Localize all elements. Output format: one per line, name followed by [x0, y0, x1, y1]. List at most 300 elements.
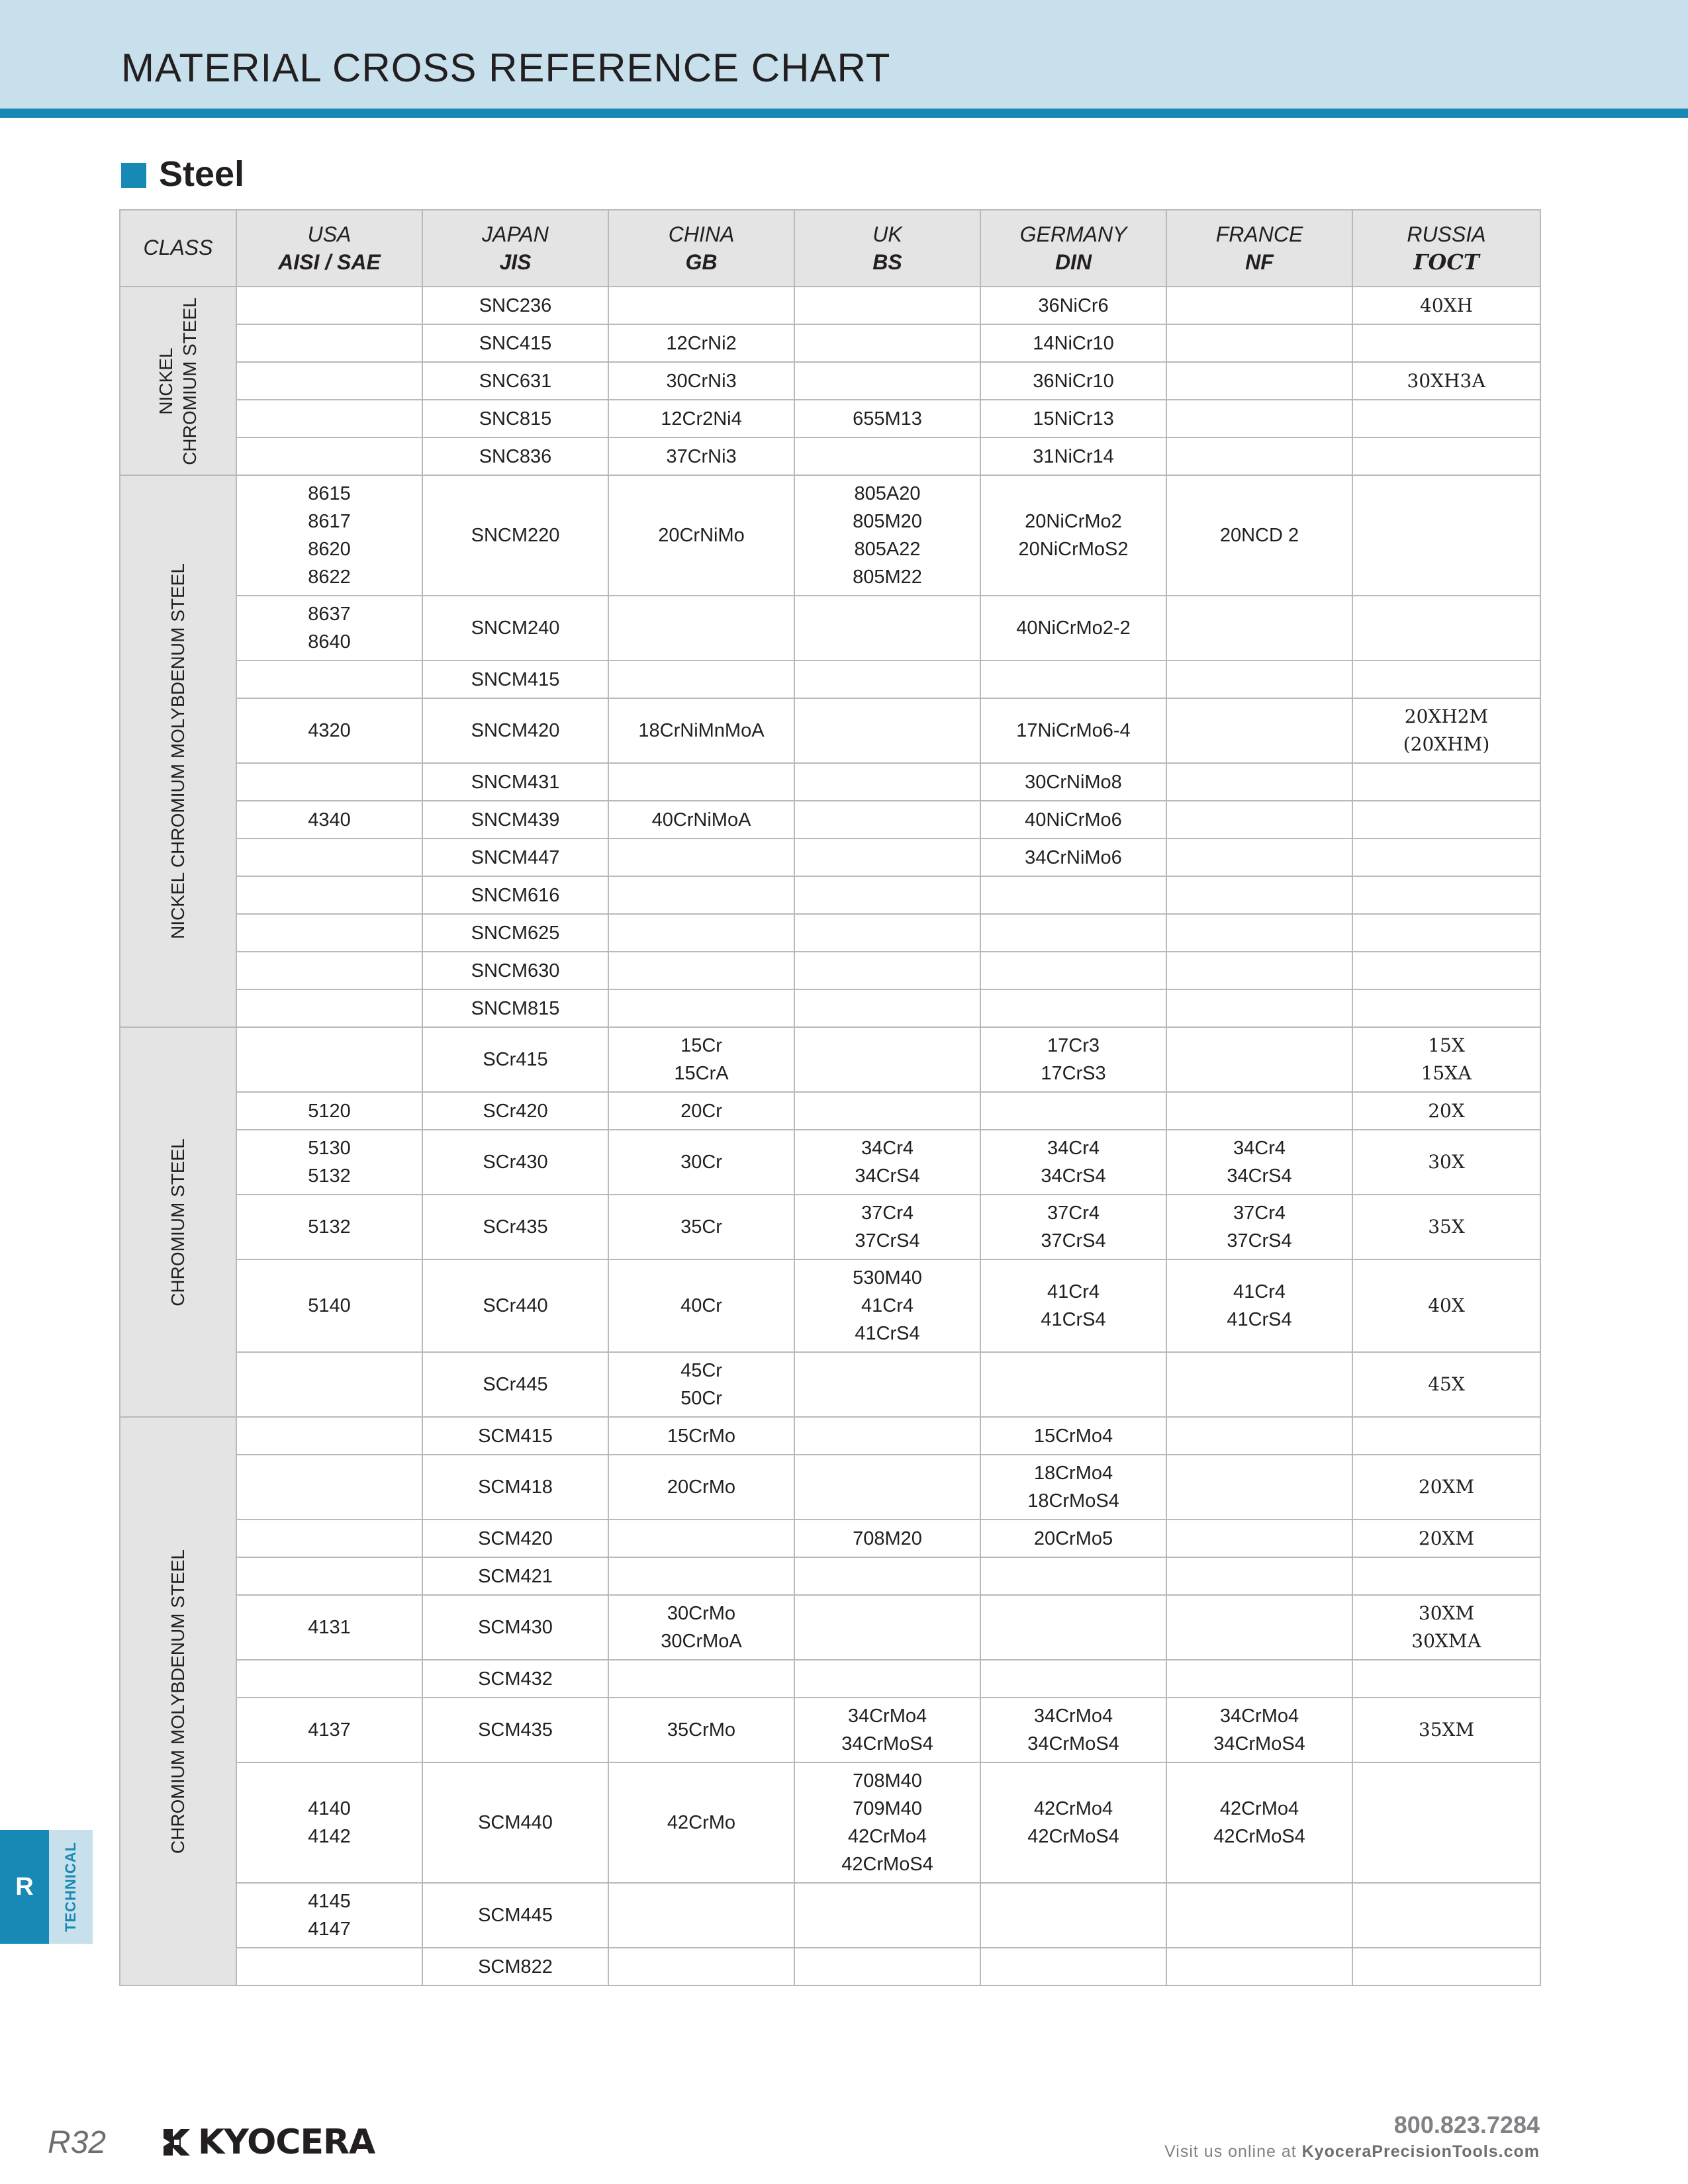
grade-designation: 20ХМ — [1418, 1476, 1475, 1498]
grade-designation: 30Cr — [680, 1152, 722, 1173]
grade-designation: 40Х — [1428, 1295, 1465, 1316]
japan-cell — [422, 698, 608, 763]
section-tab[interactable] — [0, 1830, 49, 1944]
france-cell — [1166, 1027, 1352, 1092]
uk-cell — [794, 1130, 980, 1195]
grade-designation: 30CrMo — [667, 1603, 736, 1624]
grade-designation: 34Cr4 — [861, 1138, 914, 1159]
germany-cell — [980, 989, 1166, 1027]
grade-designation: 30CrNiMo8 — [1025, 771, 1122, 793]
table-row — [120, 1660, 1540, 1698]
uk-cell — [794, 876, 980, 914]
grade-designation: SNC815 — [479, 408, 552, 430]
france-cell — [1166, 287, 1352, 324]
grade-designation: SNC631 — [479, 370, 552, 392]
country-column-header — [236, 210, 422, 287]
france-cell — [1166, 801, 1352, 839]
class-label: CHROMIUM STEEL — [167, 1138, 188, 1306]
table-row — [120, 1948, 1540, 1985]
usa-cell — [236, 952, 422, 989]
germany-cell — [980, 876, 1166, 914]
usa-cell — [236, 1352, 422, 1417]
country-name: RUSSIA — [1407, 222, 1486, 246]
japan-cell — [422, 1948, 608, 1985]
germany-cell — [980, 698, 1166, 763]
usa-cell — [236, 989, 422, 1027]
grade-designation: 37CrS4 — [1227, 1230, 1292, 1251]
grade-designation: 17Cr3 — [1047, 1035, 1100, 1056]
france-cell — [1166, 1762, 1352, 1883]
japan-cell — [422, 876, 608, 914]
standard-name: AISI / SAE — [278, 250, 381, 274]
germany-cell — [980, 596, 1166, 660]
technical-tab[interactable] — [49, 1830, 93, 1944]
grade-designation: 18CrMo4 — [1033, 1463, 1113, 1484]
table-row — [120, 1557, 1540, 1595]
grade-designation: 37CrS4 — [1041, 1230, 1106, 1251]
grade-designation: 34CrNiMo6 — [1025, 846, 1122, 868]
grade-designation: 34CrMo4 — [1033, 1706, 1113, 1727]
country-column-header — [980, 210, 1166, 287]
france-cell — [1166, 1352, 1352, 1417]
table-row — [120, 1455, 1540, 1520]
uk-cell — [794, 1092, 980, 1130]
germany-cell — [980, 1595, 1166, 1660]
usa-cell — [236, 1027, 422, 1092]
japan-cell — [422, 1660, 608, 1698]
china-cell — [608, 1557, 794, 1595]
country-column-header — [608, 210, 794, 287]
footer-web-link[interactable]: KyoceraPrecisionTools.com — [1301, 2142, 1540, 2161]
grade-designation: 15ХА — [1421, 1062, 1472, 1084]
usa-cell — [236, 1948, 422, 1985]
grade-designation: SNCM439 — [471, 809, 560, 831]
grade-designation: 42CrMoS4 — [1213, 1826, 1305, 1847]
grade-designation: 34CrMo4 — [1219, 1706, 1299, 1727]
standard-name: GB — [685, 250, 718, 274]
country-name: JAPAN — [482, 222, 549, 246]
russia-cell — [1352, 437, 1540, 475]
grade-designation: SCr415 — [483, 1049, 548, 1070]
china-cell — [608, 801, 794, 839]
table-row — [120, 1259, 1540, 1352]
china-cell — [608, 400, 794, 437]
japan-cell — [422, 1195, 608, 1259]
uk-cell — [794, 839, 980, 876]
class-header-label: CLASS — [143, 236, 213, 259]
grade-designation: 40CrNiMoA — [651, 809, 751, 831]
usa-cell — [236, 1557, 422, 1595]
grade-designation: SNCM616 — [471, 884, 560, 906]
china-cell — [608, 839, 794, 876]
uk-cell — [794, 287, 980, 324]
france-cell — [1166, 1595, 1352, 1660]
usa-cell — [236, 1595, 422, 1660]
usa-cell — [236, 876, 422, 914]
germany-cell — [980, 1883, 1166, 1948]
grade-designation: SNCM431 — [471, 771, 560, 793]
usa-cell — [236, 400, 422, 437]
grade-designation: 4145 — [308, 1891, 351, 1912]
table-row — [120, 989, 1540, 1027]
grade-designation: 42CrMoS4 — [1027, 1826, 1119, 1847]
china-cell — [608, 876, 794, 914]
uk-cell — [794, 660, 980, 698]
table-row — [120, 1595, 1540, 1660]
standard-name: DIN — [1055, 250, 1092, 274]
germany-cell — [980, 952, 1166, 989]
table-row — [120, 698, 1540, 763]
germany-cell — [980, 1455, 1166, 1520]
footer-phone: 800.823.7284 — [1393, 2111, 1540, 2138]
grade-designation: 20NiCrMoS2 — [1018, 539, 1129, 560]
grade-designation: 5140 — [308, 1295, 351, 1316]
russia-cell — [1352, 698, 1540, 763]
france-cell — [1166, 914, 1352, 952]
china-cell — [608, 1660, 794, 1698]
japan-cell — [422, 1092, 608, 1130]
uk-cell — [794, 801, 980, 839]
table-row — [120, 362, 1540, 400]
france-cell — [1166, 1557, 1352, 1595]
russia-cell — [1352, 1948, 1540, 1985]
grade-designation: 34CrMoS4 — [1213, 1733, 1305, 1754]
grade-designation: 8620 — [308, 539, 351, 560]
grade-designation: 20NCD 2 — [1219, 525, 1299, 546]
section-title: Steel — [159, 154, 245, 194]
grade-designation: 34Cr4 — [1047, 1138, 1100, 1159]
grade-designation: 805M22 — [853, 567, 922, 588]
table-row — [120, 1762, 1540, 1883]
grade-designation: 34Cr4 — [1233, 1138, 1286, 1159]
grade-designation: 40Cr — [680, 1295, 722, 1316]
grade-designation: 4147 — [308, 1919, 351, 1940]
grade-designation: 8640 — [308, 631, 351, 653]
grade-designation: 15CrMo4 — [1033, 1425, 1113, 1447]
section-tab-letter: R — [15, 1872, 34, 1901]
table-row — [120, 324, 1540, 362]
grade-designation: 4131 — [308, 1617, 351, 1638]
table-row — [120, 475, 1540, 596]
china-cell — [608, 1883, 794, 1948]
grade-designation: 42CrMo4 — [1219, 1798, 1299, 1819]
table-row — [120, 660, 1540, 698]
class-cell — [120, 1027, 236, 1417]
grade-designation: 15Cr — [680, 1035, 722, 1056]
country-column-header — [794, 210, 980, 287]
germany-cell — [980, 1948, 1166, 1985]
grade-designation: SCM421 — [478, 1565, 553, 1587]
japan-cell — [422, 1557, 608, 1595]
france-cell — [1166, 1520, 1352, 1557]
grade-designation: 4340 — [308, 809, 351, 831]
russia-cell — [1352, 400, 1540, 437]
germany-cell — [980, 1195, 1166, 1259]
grade-designation: SNCM625 — [471, 922, 560, 944]
russia-cell — [1352, 324, 1540, 362]
uk-cell — [794, 1455, 980, 1520]
germany-cell — [980, 1352, 1166, 1417]
table-row — [120, 1195, 1540, 1259]
grade-designation: 40NiCrMo6 — [1025, 809, 1122, 831]
france-cell — [1166, 989, 1352, 1027]
china-cell — [608, 287, 794, 324]
grade-designation: 41Cr4 — [1233, 1281, 1286, 1302]
russia-cell — [1352, 1660, 1540, 1698]
france-cell — [1166, 876, 1352, 914]
russia-cell — [1352, 1027, 1540, 1092]
grade-designation: 36NiCr10 — [1033, 370, 1114, 392]
germany-cell — [980, 1130, 1166, 1195]
germany-cell — [980, 839, 1166, 876]
russia-cell — [1352, 763, 1540, 801]
china-cell — [608, 362, 794, 400]
russia-cell — [1352, 952, 1540, 989]
uk-cell — [794, 1027, 980, 1092]
russia-cell — [1352, 1762, 1540, 1883]
russia-cell — [1352, 362, 1540, 400]
country-name: GERMANY — [1019, 222, 1127, 246]
usa-cell — [236, 1092, 422, 1130]
japan-cell — [422, 475, 608, 596]
grade-designation: 5120 — [308, 1100, 351, 1122]
china-cell — [608, 698, 794, 763]
grade-designation: 45Cr — [680, 1360, 722, 1381]
russia-cell — [1352, 1417, 1540, 1455]
grade-designation: SCM435 — [478, 1719, 553, 1741]
table-row — [120, 1417, 1540, 1455]
france-cell — [1166, 952, 1352, 989]
grade-designation: SCM440 — [478, 1812, 553, 1833]
grade-designation: 4137 — [308, 1719, 351, 1741]
grade-designation: 35CrMo — [667, 1719, 736, 1741]
russia-cell — [1352, 1130, 1540, 1195]
class-label: NICKEL CHROMIUM STEEL — [156, 296, 200, 465]
china-cell — [608, 475, 794, 596]
grade-designation: 34CrMoS4 — [841, 1733, 933, 1754]
uk-cell — [794, 1195, 980, 1259]
grade-designation: 42CrMoS4 — [841, 1854, 933, 1875]
grade-designation: SCr430 — [483, 1152, 548, 1173]
grade-designation: 20CrNiMo — [658, 525, 745, 546]
france-cell — [1166, 1455, 1352, 1520]
grade-designation: 8615 — [308, 483, 351, 504]
uk-cell — [794, 475, 980, 596]
grade-designation: 40ХН — [1420, 294, 1473, 316]
germany-cell — [980, 763, 1166, 801]
grade-designation: SCr440 — [483, 1295, 548, 1316]
country-name: USA — [307, 222, 352, 246]
kyocera-logo-text: KYOCERA — [198, 2122, 375, 2162]
china-cell — [608, 1417, 794, 1455]
france-cell — [1166, 839, 1352, 876]
uk-cell — [794, 1660, 980, 1698]
grade-designation: 5130 — [308, 1138, 351, 1159]
grade-designation: 20ХМ — [1418, 1527, 1475, 1549]
grade-designation: SCM430 — [478, 1617, 553, 1638]
russia-cell — [1352, 989, 1540, 1027]
uk-cell — [794, 1948, 980, 1985]
grade-designation: 37Cr4 — [1233, 1203, 1286, 1224]
grade-designation: 30ХМА — [1411, 1630, 1481, 1652]
china-cell — [608, 1698, 794, 1762]
grade-designation: 8617 — [308, 511, 351, 532]
japan-cell — [422, 1130, 608, 1195]
france-cell — [1166, 324, 1352, 362]
france-cell — [1166, 1092, 1352, 1130]
grade-designation: 8622 — [308, 567, 351, 588]
china-cell — [608, 660, 794, 698]
usa-cell — [236, 1762, 422, 1883]
japan-cell — [422, 1455, 608, 1520]
germany-cell — [980, 1698, 1166, 1762]
standard-name: BS — [872, 250, 902, 274]
russia-cell — [1352, 876, 1540, 914]
france-cell — [1166, 1259, 1352, 1352]
france-cell — [1166, 596, 1352, 660]
china-cell — [608, 1948, 794, 1985]
usa-cell — [236, 596, 422, 660]
table-row — [120, 400, 1540, 437]
country-name: CHINA — [668, 222, 735, 246]
germany-cell — [980, 801, 1166, 839]
france-cell — [1166, 1417, 1352, 1455]
germany-cell — [980, 437, 1166, 475]
usa-cell — [236, 1455, 422, 1520]
standard-name: ГОСТ — [1413, 250, 1479, 275]
grade-designation: SNCM220 — [471, 525, 560, 546]
japan-cell — [422, 1352, 608, 1417]
page-number: R32 — [48, 2125, 107, 2160]
uk-cell — [794, 1557, 980, 1595]
grade-designation: SCM415 — [478, 1425, 553, 1447]
technical-tab-label: TECHNICAL — [62, 1841, 79, 1933]
footer-web-prefix: Visit us online at — [1164, 2142, 1302, 2161]
table-row — [120, 1698, 1540, 1762]
japan-cell — [422, 1027, 608, 1092]
grade-designation: SNCM420 — [471, 720, 560, 741]
table-row — [120, 876, 1540, 914]
usa-cell — [236, 1195, 422, 1259]
germany-cell — [980, 362, 1166, 400]
grade-designation: 805A20 — [854, 483, 921, 504]
uk-cell — [794, 400, 980, 437]
footer-website[interactable] — [1164, 2142, 1540, 2161]
russia-cell — [1352, 1259, 1540, 1352]
grade-designation: 45Х — [1428, 1373, 1465, 1395]
uk-cell — [794, 1883, 980, 1948]
grade-designation: SCM432 — [478, 1668, 553, 1690]
grade-designation: 34CrMo4 — [847, 1706, 927, 1727]
grade-designation: 15Х — [1428, 1034, 1465, 1056]
france-cell — [1166, 1130, 1352, 1195]
japan-cell — [422, 989, 608, 1027]
kyocera-logo-icon — [161, 2126, 193, 2158]
china-cell — [608, 1520, 794, 1557]
usa-cell — [236, 324, 422, 362]
germany-cell — [980, 1027, 1166, 1092]
table-row — [120, 839, 1540, 876]
france-cell — [1166, 1883, 1352, 1948]
grade-designation: 30ХН3А — [1407, 369, 1486, 392]
russia-cell — [1352, 801, 1540, 839]
grade-designation: 34CrMoS4 — [1027, 1733, 1119, 1754]
grade-designation: 805M20 — [853, 511, 922, 532]
russia-cell — [1352, 1520, 1540, 1557]
japan-cell — [422, 1520, 608, 1557]
japan-cell — [422, 763, 608, 801]
table-row — [120, 1130, 1540, 1195]
china-cell — [608, 1130, 794, 1195]
table-body — [120, 287, 1540, 1985]
russia-cell — [1352, 660, 1540, 698]
germany-cell — [980, 1520, 1166, 1557]
germany-cell — [980, 400, 1166, 437]
grade-designation: 30Х — [1428, 1151, 1465, 1173]
usa-cell — [236, 763, 422, 801]
germany-cell — [980, 1660, 1166, 1698]
russia-cell — [1352, 839, 1540, 876]
usa-cell — [236, 914, 422, 952]
grade-designation: 41Cr4 — [861, 1295, 914, 1316]
uk-cell — [794, 362, 980, 400]
grade-designation: SCr435 — [483, 1216, 548, 1238]
grade-designation: SNCM415 — [471, 668, 560, 690]
usa-cell — [236, 362, 422, 400]
table-row — [120, 1092, 1540, 1130]
grade-designation: 655M13 — [853, 408, 922, 430]
china-cell — [608, 1762, 794, 1883]
grade-designation: 42CrMo4 — [847, 1826, 927, 1847]
grade-designation: 20NiCrMo2 — [1025, 511, 1122, 532]
uk-cell — [794, 1595, 980, 1660]
russia-cell — [1352, 1455, 1540, 1520]
japan-cell — [422, 362, 608, 400]
japan-cell — [422, 839, 608, 876]
china-cell — [608, 952, 794, 989]
france-cell — [1166, 698, 1352, 763]
uk-cell — [794, 1520, 980, 1557]
grade-designation: SCr420 — [483, 1100, 548, 1122]
grade-designation: 35Х — [1428, 1216, 1465, 1238]
table-header — [120, 210, 1540, 287]
germany-cell — [980, 1417, 1166, 1455]
country-column-header — [422, 210, 608, 287]
china-cell — [608, 437, 794, 475]
table-row — [120, 1027, 1540, 1092]
grade-designation: SNCM447 — [471, 846, 560, 868]
table-row — [120, 763, 1540, 801]
grade-designation: 20CrMo5 — [1033, 1527, 1113, 1549]
russia-cell — [1352, 1352, 1540, 1417]
russia-cell — [1352, 287, 1540, 324]
russia-cell — [1352, 914, 1540, 952]
grade-designation: 31NiCr14 — [1033, 445, 1114, 467]
grade-designation: 41CrS4 — [855, 1323, 920, 1344]
china-cell — [608, 1092, 794, 1130]
grade-designation: SNC836 — [479, 445, 552, 467]
table-row — [120, 914, 1540, 952]
grade-designation: 34CrS4 — [1227, 1165, 1292, 1187]
france-cell — [1166, 1660, 1352, 1698]
standard-name: NF — [1245, 250, 1274, 274]
russia-cell — [1352, 1557, 1540, 1595]
class-cell — [120, 287, 236, 475]
grade-designation: 530M40 — [853, 1267, 922, 1289]
usa-cell — [236, 1259, 422, 1352]
usa-cell — [236, 437, 422, 475]
grade-designation: SCM420 — [478, 1527, 553, 1549]
